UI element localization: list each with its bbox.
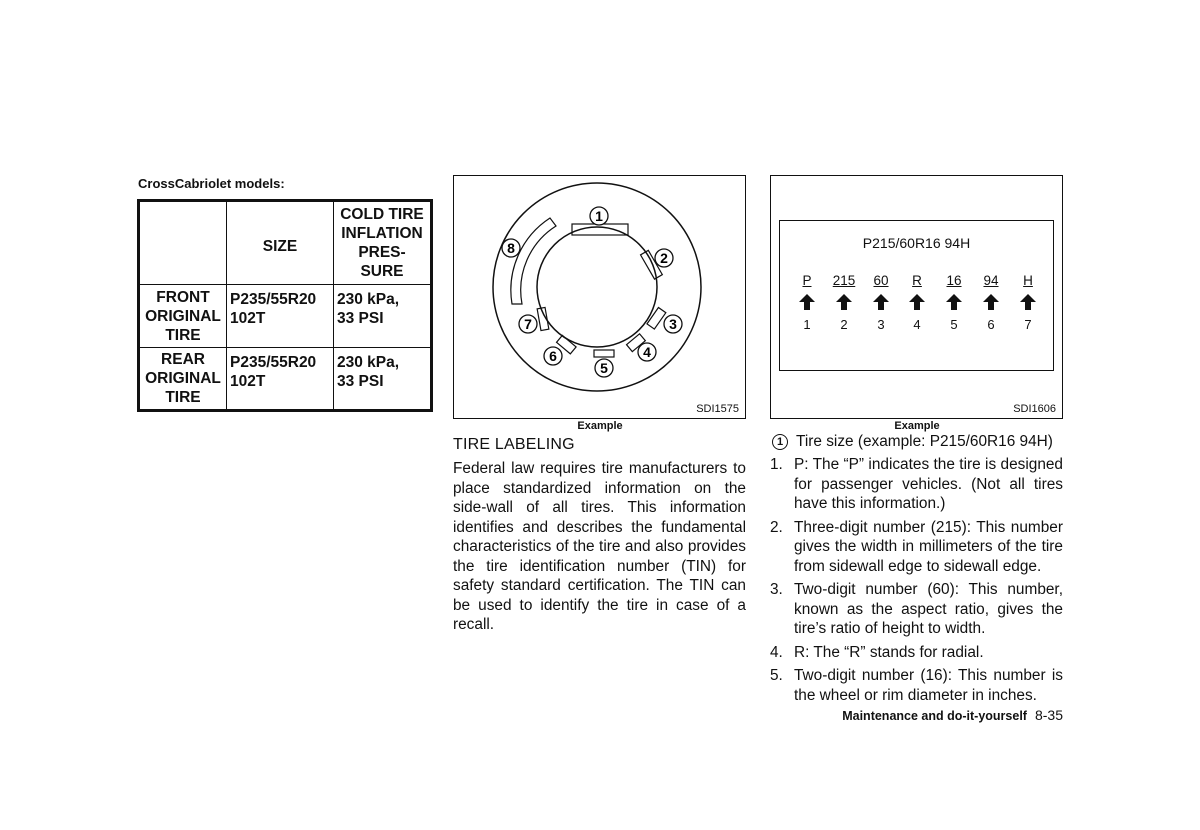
table-row-rear <box>139 348 432 411</box>
label-mark-3 <box>647 308 666 330</box>
up-arrow-icon <box>1008 293 1048 317</box>
row-label-rear <box>139 348 227 411</box>
size-line: P235/55R20 <box>230 354 317 371</box>
size-part-7 <box>1008 273 1048 332</box>
section-body: Federal law requires tire manufacturers to place standardized information on the side-wall of all tires. This information identifies and describes the fundamental characteristics of the tire and also provides the tire identification number (TIN) for safety standard certification. The TIN can be used to identify the tire in case of a recall. <box>453 460 746 633</box>
part-letters: 16 <box>946 273 962 288</box>
row-label-line: TIRE <box>165 326 201 344</box>
svg-text:7: 7 <box>524 316 532 332</box>
explanation-list <box>770 455 1063 709</box>
callout-4 <box>638 343 656 361</box>
part-letters: 60 <box>873 273 889 288</box>
part-number: 2 <box>840 317 848 332</box>
part-number: 4 <box>913 317 921 332</box>
callout-badge: 1 <box>772 434 788 450</box>
table-header-row <box>139 201 432 285</box>
item-number: 3. <box>770 581 783 598</box>
table-header-cold-tire <box>334 201 432 285</box>
callout-1 <box>590 207 608 225</box>
row-label-line: ORIGINAL <box>145 307 221 325</box>
row-label-line: TIRE <box>165 389 201 406</box>
models-heading: CrossCabriolet models: <box>138 176 285 191</box>
size-part-6 <box>971 273 1011 332</box>
size-line: P235/55R20 <box>230 291 317 308</box>
size-code: P215/60R16 94H <box>862 235 971 251</box>
figure-code: SDI1575 <box>696 403 739 415</box>
rear-tire-pressure <box>334 348 432 411</box>
callout-6 <box>544 347 562 365</box>
front-tire-size <box>227 285 334 348</box>
item-number: 5. <box>770 667 783 684</box>
header-line: SURE <box>360 263 404 280</box>
row-label-front <box>139 285 227 348</box>
list-item <box>770 518 1063 577</box>
up-arrow-icon <box>861 293 901 317</box>
rim-circle <box>537 227 657 347</box>
page-number: 8-35 <box>1034 707 1063 723</box>
tire-sidewall-figure <box>453 175 746 419</box>
size-part-3 <box>861 273 901 332</box>
label-mark-8 <box>511 218 556 304</box>
up-arrow-icon <box>824 293 864 317</box>
figure-caption: Example <box>577 420 623 432</box>
up-arrow-icon <box>787 293 827 317</box>
item-text: Three-digit number (215): This number gives the width in millimeters of the tire from sidewall edge to sidewall edge. <box>794 518 1063 575</box>
page-footer <box>770 707 1063 723</box>
svg-text:1: 1 <box>595 208 603 224</box>
pressure-line: 230 kPa, <box>337 354 400 371</box>
figure-code: SDI1606 <box>1013 403 1056 415</box>
callout-3 <box>664 315 682 333</box>
tire-sidewall-diagram <box>454 176 745 418</box>
tire-size-line <box>772 432 1053 452</box>
tire-size-text: Tire size (example: P215/60R16 94H) <box>796 433 1053 450</box>
part-number: 3 <box>877 317 885 332</box>
size-part-2 <box>824 273 864 332</box>
pressure-line: 33 PSI <box>337 310 384 327</box>
item-number: 1. <box>770 456 783 473</box>
item-text: Two-digit number (60): This number, known as the aspect ratio, gives the tire’s ratio of height to width. <box>794 581 1063 637</box>
label-mark-7 <box>537 307 549 330</box>
list-item <box>770 580 1063 639</box>
list-item <box>770 666 1063 705</box>
item-number: 4. <box>770 643 783 661</box>
table-header-empty <box>139 201 227 285</box>
table-header-size: SIZE <box>227 201 334 285</box>
svg-text:3: 3 <box>669 316 677 332</box>
size-part-1 <box>787 273 827 332</box>
list-item <box>770 643 1063 663</box>
label-mark-5 <box>594 350 614 357</box>
part-letters: P <box>802 273 812 288</box>
callout-5 <box>595 359 613 377</box>
up-arrow-icon <box>971 293 1011 317</box>
pressure-line: 33 PSI <box>337 373 384 390</box>
row-label-line: REAR <box>161 351 205 368</box>
front-tire-pressure <box>334 285 432 348</box>
item-text: Two-digit number (16): This number is the wheel or rim diameter in inches. <box>794 667 1063 704</box>
row-label-line: FRONT <box>156 288 210 306</box>
svg-text:4: 4 <box>643 344 651 360</box>
section-title: TIRE LABELING <box>453 436 575 453</box>
table-row-front <box>139 285 432 348</box>
rear-tire-size <box>227 348 334 411</box>
part-letters: R <box>912 273 922 288</box>
header-line: INFLATION <box>341 225 423 242</box>
tire-pressure-table <box>137 199 433 412</box>
part-number: 5 <box>950 317 958 332</box>
callout-7 <box>519 315 537 333</box>
part-number: 1 <box>803 317 811 332</box>
part-number: 7 <box>1024 317 1032 332</box>
item-text: R: The “R” stands for radial. <box>794 643 984 661</box>
callout-2 <box>655 249 673 267</box>
size-line: 102T <box>230 373 266 390</box>
tire-size-figure <box>770 175 1063 419</box>
part-letters: 215 <box>832 273 856 288</box>
size-line: 102T <box>230 310 266 327</box>
part-letters: H <box>1023 273 1033 288</box>
list-item <box>770 455 1063 514</box>
row-label-line: ORIGINAL <box>145 370 221 387</box>
part-letters: 94 <box>983 273 999 288</box>
size-part-4 <box>897 273 937 332</box>
footer-section-title: Maintenance and do-it-yourself <box>842 709 1027 723</box>
up-arrow-icon <box>897 293 937 317</box>
header-line: PRES- <box>358 244 406 261</box>
part-number: 6 <box>987 317 995 332</box>
up-arrow-icon <box>934 293 974 317</box>
item-text: P: The “P” indicates the tire is designed for passenger vehicles. (Not all tires have this information.) <box>794 456 1063 512</box>
tire-size-label-box <box>779 220 1054 371</box>
pressure-line: 230 kPa, <box>337 291 400 308</box>
svg-text:6: 6 <box>549 348 557 364</box>
svg-text:5: 5 <box>600 360 608 376</box>
item-number: 2. <box>770 518 783 536</box>
figure-caption: Example <box>894 420 940 432</box>
svg-text:2: 2 <box>660 250 668 266</box>
size-part-5 <box>934 273 974 332</box>
svg-text:8: 8 <box>507 240 515 256</box>
callout-8 <box>502 239 520 257</box>
header-line: COLD TIRE <box>340 206 424 223</box>
